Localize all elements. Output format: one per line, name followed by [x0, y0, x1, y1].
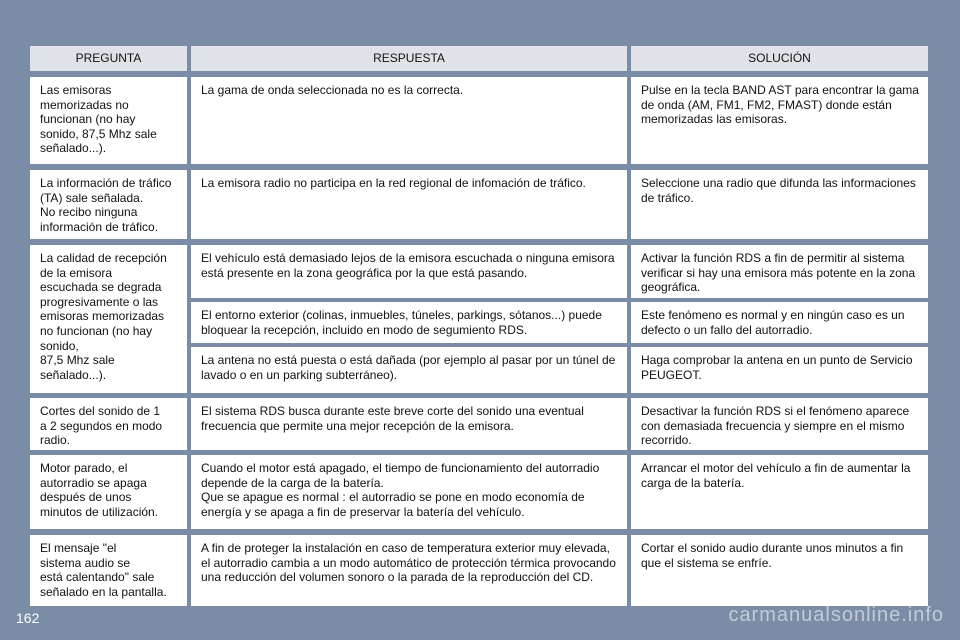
row-2-pregunta: La información de tráfico (TA) sale señalada. No recibo ninguna información de tráfico. [30, 170, 187, 239]
watermark: carmanualsonline.info [728, 604, 944, 626]
row-3-respuesta-3: La antena no está puesta o está dañada (por ejemplo al pasar por un túnel de lavado o en un parking subterráneo). [191, 347, 627, 393]
row-3-respuesta-1: El vehículo está demasiado lejos de la emisora escuchada o ninguna emisora está presente en la zona geográfica por la que está pasando. [191, 245, 627, 298]
header-respuesta: RESPUESTA [191, 46, 627, 71]
row-5-solucion: Arrancar el motor del vehículo a fin de aumentar la carga de la batería. [631, 455, 928, 529]
row-6-solucion: Cortar el sonido audio durante unos minutos a fin que el sistema se enfríe. [631, 535, 928, 606]
page-number: 162 [16, 610, 40, 626]
row-3-solucion-1: Activar la función RDS a fin de permitir al sistema verificar si hay una emisora más potente en la zona geográfica. [631, 245, 928, 298]
row-5-respuesta: Cuando el motor está apagado, el tiempo de funcionamiento del autorradio depende de la carga de la batería. Que se apague es normal : el autorradio se pone en modo economía de energía y se apaga a fin de preservar la batería del vehículo. [191, 455, 627, 529]
row-1-pregunta: Las emisoras memorizadas no funcionan (no hay sonido, 87,5 Mhz sale señalado...). [30, 77, 187, 164]
row-4-solucion: Desactivar la función RDS si el fenómeno aparece con demasiada frecuencia y siempre en el mismo recorrido. [631, 398, 928, 450]
header-solucion: SOLUCIÓN [631, 46, 928, 71]
header-pregunta: PREGUNTA [30, 46, 187, 71]
row-6-pregunta: El mensaje "el sistema audio se está calentando" sale señalado en la pantalla. [30, 535, 187, 606]
row-5-pregunta: Motor parado, el autorradio se apaga después de unos minutos de utilización. [30, 455, 187, 529]
row-4-pregunta: Cortes del sonido de 1 a 2 segundos en modo radio. [30, 398, 187, 450]
row-3-pregunta: La calidad de recepción de la emisora escuchada se degrada progresivamente o las emisoras memorizadas no funcionan (no hay sonido, 87,5 Mhz sale señalado...). [30, 245, 187, 393]
row-2-solucion: Seleccione una radio que difunda las informaciones de tráfico. [631, 170, 928, 239]
row-3-solucion-2: Este fenómeno es normal y en ningún caso es un defecto o un fallo del autorradio. [631, 302, 928, 343]
row-4-respuesta: El sistema RDS busca durante este breve corte del sonido una eventual frecuencia que permite una mejor recepción de la emisora. [191, 398, 627, 450]
row-1-solucion: Pulse en la tecla BAND AST para encontrar la gama de onda (AM, FM1, FM2, FMAST) donde están memorizadas las emisoras. [631, 77, 928, 164]
row-6-respuesta: A fin de proteger la instalación en caso de temperatura exterior muy elevada, el autorradio cambia a un modo automático de protección térmica provocando una reducción del volumen sonoro o la parada de la reproducción del CD. [191, 535, 627, 606]
row-3-respuesta-2: El entorno exterior (colinas, inmuebles, túneles, parkings, sótanos...) puede bloquear la recepción, incluido en modo de segumiento RDS. [191, 302, 627, 343]
row-2-respuesta: La emisora radio no participa en la red regional de infomación de tráfico. [191, 170, 627, 239]
row-3-solucion-3: Haga comprobar la antena en un punto de Servicio PEUGEOT. [631, 347, 928, 393]
row-1-respuesta: La gama de onda seleccionada no es la correcta. [191, 77, 627, 164]
